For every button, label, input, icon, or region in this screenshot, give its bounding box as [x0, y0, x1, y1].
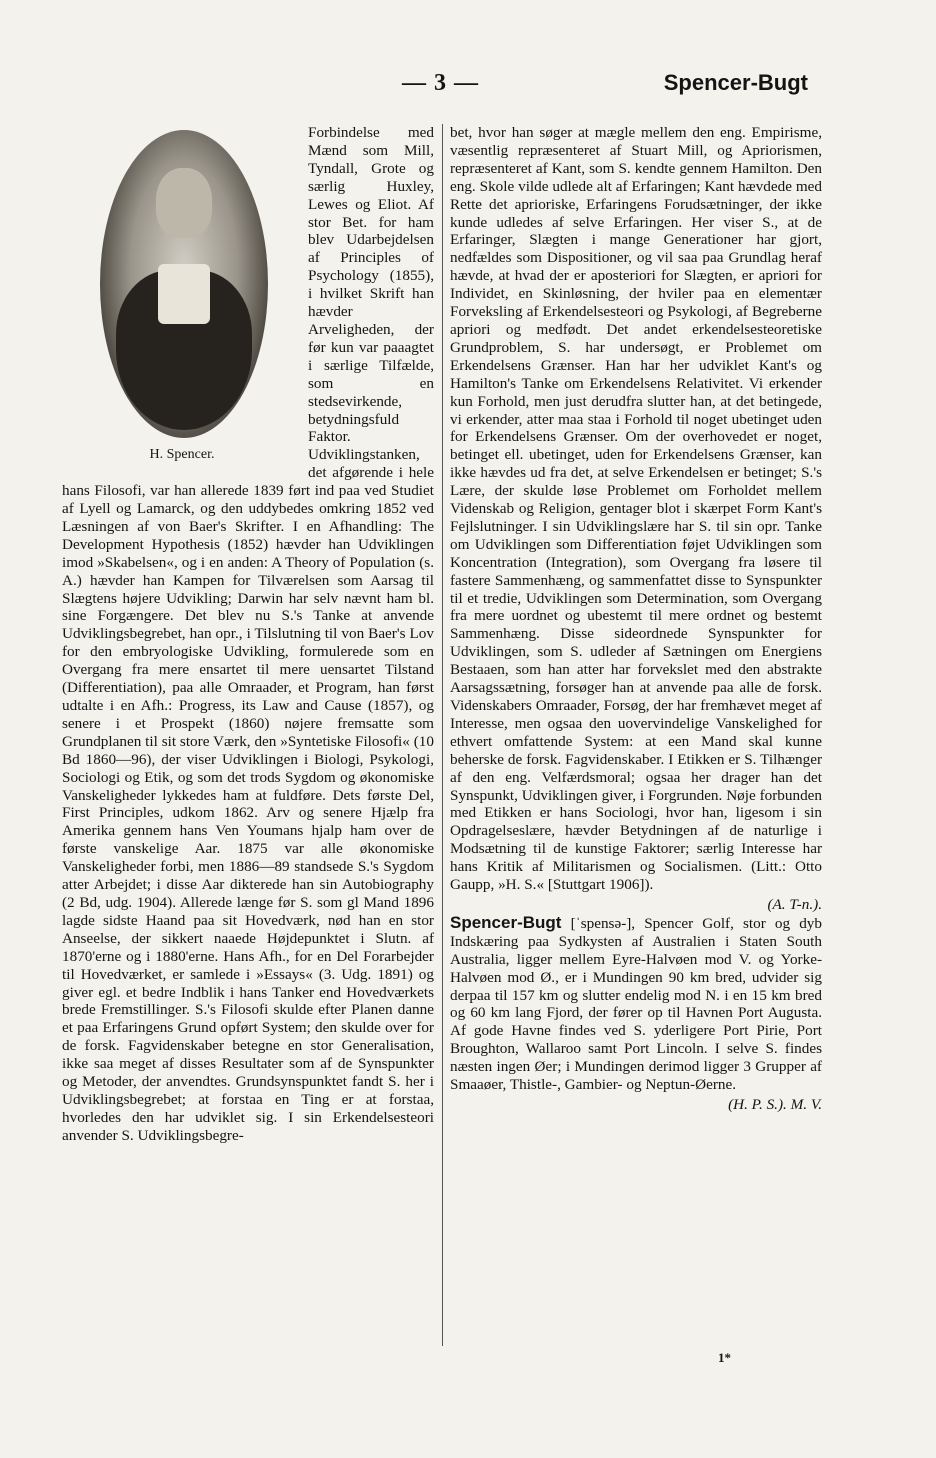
portrait-caption: H. Spencer. [149, 447, 215, 462]
sheet-mark: 1* [718, 1350, 731, 1365]
signature-2: (H. P. S.). M. V. [728, 1095, 822, 1113]
right-column-paragraph-2 [450, 914, 822, 1094]
column-rule [442, 124, 443, 1346]
right-column-paragraph-1: bet, hvor han søger at mægle mellem den eng. Empirisme, væsentlig repræsenteret af Stuart Mill, og Apriorismen, repræsenteret af Kant, som S. kendte gennem Hamilton. Den eng. Skole vilde udlede alt af Erfaringen; Kant hævdede med Rette det aprioriske, Erfaringens Forudsætninger, der ikke kunde udledes af selve Erfaringen. Her viser S., at de Erfaringer, Slægten i mange Generationer har gjort, nedfældes som Dispositioner, og vil saa paa Grundlag heraf hævde, at hvad der er aposteriori for Slægten, er apriori for Individet, en Skinløsning, der hviler paa en elementær Forveksling af Erkendelsesteori og Psykologi, af Begreberne apriori og medfødt. Det andet erkendelsesteoretiske Grundproblem, S. har undersøgt, er Problemet om Erkendelsens Grænser. Han har her udviklet Kant's og Hamilton's Tanke om Erkendelsens Relativitet. Vi erkender kun Forhold, men just derudfra slutter han, at det betingede, vi erkender, atter maa staa i Forhold til noget ubetinget uden for Erkendelsens Grænser. Om der overhovedet er noget, betinget ell. ubetinget, uden for Erkendelsens Grænser, kan ikke hævdes ud fra det, at selve Erkendelsen er betinget; S.'s Lære, der skulde løse Problemet om Forholdet mellem Videnskab og Religion, gentager blot i skærpet Form Kant's Fejlslutninger. I sin Udviklingslære har S. til sin opr. Tanke om Udviklingen som Differentiation føjet Udviklingen som Koncentration (Integration), som Overgang fra løsere til fastere Sammenhæng, og sammenfattet disse to Synspunkter til et tredie, Udviklingen som Determination, som Overgang fra mere uordnet og ubestemt til mere ordnet og bestemt Sammenhæng. Disse sideordnede Synspunkter for Udviklingen, som S. udleder af Sætningen om Energiens Bestaaen, som han atter har forvekslet med den abstrakte Aarsagssætning, forsøger han at anvende paa alle de forsk. Videnskabers Omraader, Forsøg, der har fremhævet meget af Interesse, men ogsaa den uovervindelige Vanskelighed for ethvert omfattende System: at een Mand skal kunne beherske de forsk. Fagvidenskaber. I Etikken er S. Tilhænger af den eng. Velfærdsmoral; ogsaa her drager han det Synspunkt, Udviklingen giver, i Forgrunden. Nøje forbunden med Etikken er hans Sociologi, hvor han, ligesom i sin Opdragelseslære, hævder Betydningen af de naturlige i Modsætning til de kunstige Faktorer; særlig Interesse har hans Kritik af Militarismen og Socialismen. (Litt.: Otto Gaupp, »H. S.« [Stuttgart 1906]). [450, 124, 822, 894]
portrait-collar [158, 264, 210, 324]
signature-1: (A. T-n.). [767, 895, 822, 913]
left-column-text: Forbindelse med Mænd som Mill, Tyndall, Grote og særlig Huxley, Lewes og Eliot. Af stor Bet. for ham blev Udarbejdelsen af Principles of Psychology (1855), i hvilket Skrift han hævder Arveligheden, der før kun var paaagtet i særlige Tilfælde, som en stedsevirkende, betydningsfuld Faktor. Udviklingstanken, det afgørende i hele hans Filosofi, var han allerede 1839 ført ind paa ved Studiet af Lyell og Lamarck, og den uddybedes omkring 1852 ved Læsningen af von Baer's Skrifter. I en Afhandling: The Development Hypothesis (1852) hævder han Udviklingen imod »Skabelsen«, og i en anden: A Theory of Population (s. A.) hævder han Kampen for Tilværelsen som Aarsag til Slægtens højere Udvikling; Darwin har selv nævnt ham bl. sine Forgængere. Det blev nu S.'s Tanke at anvende Udviklingsbegrebet, han opr., i Tilslutning til von Baer's Lov for den embryologiske Udvikling, formulerede som en Overgang fra mere ensartet til mere uensartet Tilstand (Differentiation), paa alle Omraader, et Program, han først udtalte i en Afh.: Progress, its Law and Cause (1857), og senere i et Prospekt (1860) nøjere fremsatte som Grundplanen til sit store Værk, den »Syntetiske Filosofi« (10 Bd 1860—96), der viser Udviklingen i Biologi, Psykologi, Sociologi og Etik, og som det trods Sygdom og økonomiske Vanskeligheder lykkedes ham at fuldføre. Dets første Del, First Principles, udkom 1862. Arv og senere Hjælp fra Amerika gennem hans Ven Youmans hjalp ham over de første vanskelige Aar. 1875 var alle økonomiske Vanskeligheder forbi, men 1886—89 standsede S.'s Sygdom atter Arbejdet; i disse Aar dikterede han sin Autobiography (2 Bd, udg. 1904). Allerede længe før S. som gl Mand 1896 lagde sidste Haand paa sit Hovedværk, nød han en stor Anseelse, der sikkert naaede Højdepunktet i Slutn. af 1870'erne og i 1880'erne. Hans Afh., for en Del Forarbejder til Hovedværket, er samlede i »Essays« (3. Udg. 1891) og giver egl. et bedre Indblik i hans Tanker end Hovedværkets brede Fremstillinger. S.'s Filosofi skulde efter Planen danne et paa Erfaringens Grund opført System; den skulde over for de forsk. Fagvidenskaber betegne en stor Generalisation, ikke saa meget af disses Resultater som af de Synspunkter og Metoder, der anvendtes. Grundsynspunktet fandt S. her i Udviklingsbegrebet; at forstaa en Ting er at forstaa, hvorledes den har udviklet sig. I sin Erkendelsesteori anvender S. Udviklingsbegre- [62, 124, 434, 1144]
page-header [62, 70, 808, 106]
portrait-image [100, 130, 268, 438]
running-head: Spencer-Bugt [663, 70, 808, 95]
entry-lemma: Spencer-Bugt [450, 912, 562, 932]
right-column [450, 124, 822, 1114]
portrait-face [156, 168, 212, 238]
page-number: — 3 — [402, 70, 479, 96]
left-column [62, 124, 434, 1145]
portrait-figure [62, 126, 302, 478]
entry-body: [ˈspensə-], Spencer Golf, stor og dyb Indskæring paa Sydkysten af Australien i Staten South Australia, ligger mellem Eyre-Halvøen mod V. og Yorke-Halvøen mod Ø., er i Mundingen 90 km bred, udvider sig derpaa til 157 km og slutter endelig mod N. i en 15 km bred og 60 km lang Fjord, der fører op til Havnen Port Augusta. Af gode Havne findes ved S. yderligere Port Pirie, Port Broughton, Wallaroo samt Port Lincoln. I selve S. findes næsten ingen Øer; i Mundingen derimod ligger 3 Grupper af Smaaøer, Thistle-, Gambier- og Neptun-Øerne. [450, 914, 822, 1094]
